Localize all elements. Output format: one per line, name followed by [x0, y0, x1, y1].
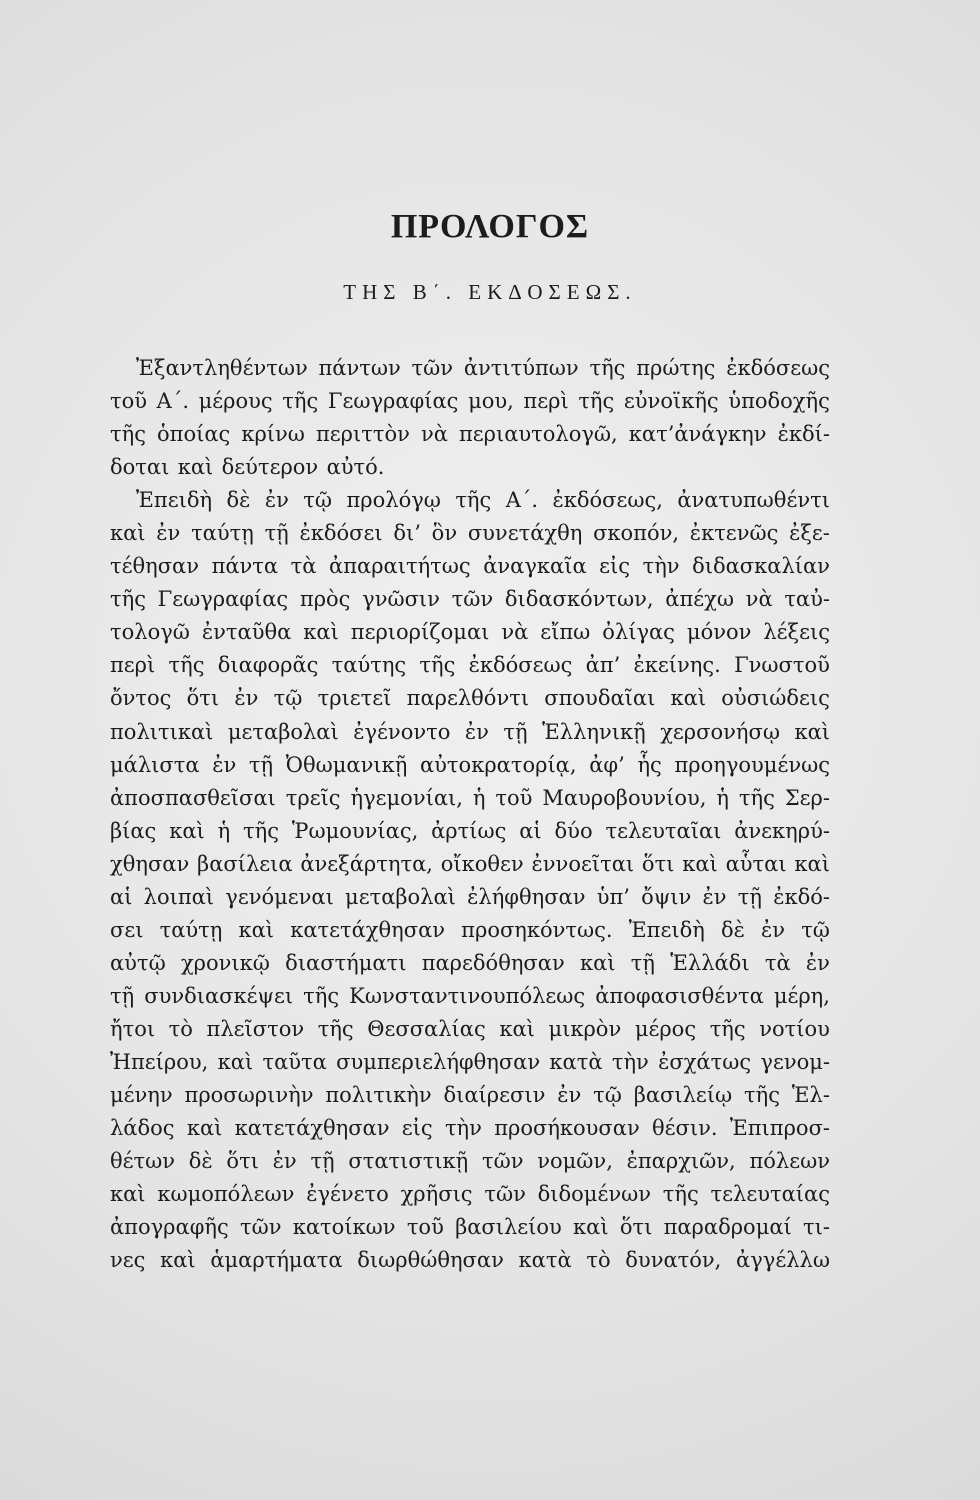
page-title: ΠΡΟΛΟΓΟΣ — [390, 208, 590, 245]
text-line: Ἐξαντληθέντων πάντων τῶν ἀντιτύπων τῆς πρώτης ἐκδόσεως — [136, 356, 830, 380]
text-line: τῆς ὁποίας κρίνω περιττὸν νὰ περιαυτολογῶ, κατ’ἀνάγκην ἐκδί- — [110, 422, 830, 447]
text-line: ἀποσπασθεῖσαι τρεῖς ἡγεμονίαι, ἡ τοῦ Μαυροβουνίου, ἡ τῆς Σερ- — [110, 785, 830, 810]
body-text — [110, 352, 830, 1277]
text-line: μάλιστα ἐν τῇ Ὀθωμανικῇ αὐτοκρατορίᾳ, ἀφ’ ἧς προηγουμένως — [110, 752, 830, 777]
page-subtitle: ΤΗΣ Β΄. ΕΚΔΟΣΕΩΣ. — [343, 280, 637, 304]
text-line: σει ταύτῃ καὶ κατετάχθησαν προσηκόντως. Ἐπειδὴ δὲ ἐν τῷ — [110, 917, 830, 942]
text-line: πολιτικαὶ μεταβολαὶ ἐγένοντο ἐν τῇ Ἑλληνικῇ χερσονήσῳ καὶ — [110, 719, 830, 744]
text-line: τῇ συνδιασκέψει τῆς Κωνσταντινουπόλεως ἀποφασισθέντα μέρη, — [110, 983, 830, 1008]
text-line: Ἠπείρου, καὶ ταῦτα συμπεριελήφθησαν κατὰ τὴν ἐσχάτως γενομ- — [110, 1049, 830, 1074]
text-line: αἱ λοιπαὶ γενόμεναι μεταβολαὶ ἐλήφθησαν ὑπ’ ὄψιν ἐν τῇ ἐκδό- — [110, 884, 830, 909]
text-line: τοῦ Α΄. μέρους τῆς Γεωγραφίας μου, περὶ τῆς εὐνοϊκῆς ὑποδοχῆς — [110, 389, 830, 414]
text-line: θέτων δὲ ὅτι ἐν τῇ στατιστικῇ τῶν νομῶν, ἐπαρχιῶν, πόλεων — [110, 1149, 830, 1174]
text-line: καὶ ἐν ταύτῃ τῇ ἐκδόσει δι’ ὃν συνετάχθη σκοπόν, ἐκτενῶς ἐξε- — [110, 521, 830, 546]
text-line: βίας καὶ ἡ τῆς Ῥωμουνίας, ἀρτίως αἱ δύο τελευταῖαι ἀνεκηρύ- — [110, 818, 830, 843]
text-line: ἤτοι τὸ πλεῖστον τῆς Θεσσαλίας καὶ μικρὸν μέρος τῆς νοτίου — [110, 1016, 830, 1041]
text-line: τέθησαν πάντα τὰ ἀπαραιτήτως ἀναγκαῖα εἰς τὴν διδασκαλίαν — [110, 554, 830, 579]
text-line: καὶ κωμοπόλεων ἐγένετο χρῆσις τῶν διδομένων τῆς τελευταίας — [110, 1182, 830, 1207]
text-line: Ἐπειδὴ δὲ ἐν τῷ προλόγῳ τῆς Α΄. ἐκδόσεως, ἀνατυπωθέντι — [136, 488, 830, 513]
text-line: μένην προσωρινὴν πολιτικὴν διαίρεσιν ἐν τῷ βασιλείῳ τῆς Ἑλ- — [110, 1083, 830, 1108]
text-line: δοται καὶ δεύτερον αὐτό. — [110, 455, 385, 480]
text-line: νες καὶ ἁμαρτήματα διωρθώθησαν κατὰ τὸ δυνατόν, ἀγγέλλω — [110, 1248, 830, 1273]
text-line: ὄντος ὅτι ἐν τῷ τριετεῖ παρελθόντι σπουδαῖαι καὶ οὐσιώδεις — [110, 686, 830, 711]
text-line: περὶ τῆς διαφορᾶς ταύτης τῆς ἐκδόσεως ἀπ’ ἐκείνης. Γνωστοῦ — [110, 653, 830, 678]
text-line: χθησαν βασίλεια ἀνεξάρτητα, οἴκοθεν ἐννοεῖται ὅτι καὶ αὗται καὶ — [110, 851, 830, 876]
text-line: ἀπογραφῆς τῶν κατοίκων τοῦ βασιλείου καὶ ὅτι παραδρομαί τι- — [110, 1215, 830, 1240]
text-line: τολογῶ ἐνταῦθα καὶ περιορίζομαι νὰ εἴπω ὀλίγας μόνον λέξεις — [110, 620, 830, 645]
text-line: αὐτῷ χρονικῷ διαστήματι παρεδόθησαν καὶ τῇ Ἑλλάδι τὰ ἐν — [110, 950, 830, 975]
text-line: τῆς Γεωγραφίας πρὸς γνῶσιν τῶν διδασκόντων, ἀπέχω νὰ ταὐ- — [110, 587, 830, 612]
text-line: λάδος καὶ κατετάχθησαν εἰς τὴν προσήκουσαν θέσιν. Ἐπιπροσ- — [110, 1116, 830, 1141]
